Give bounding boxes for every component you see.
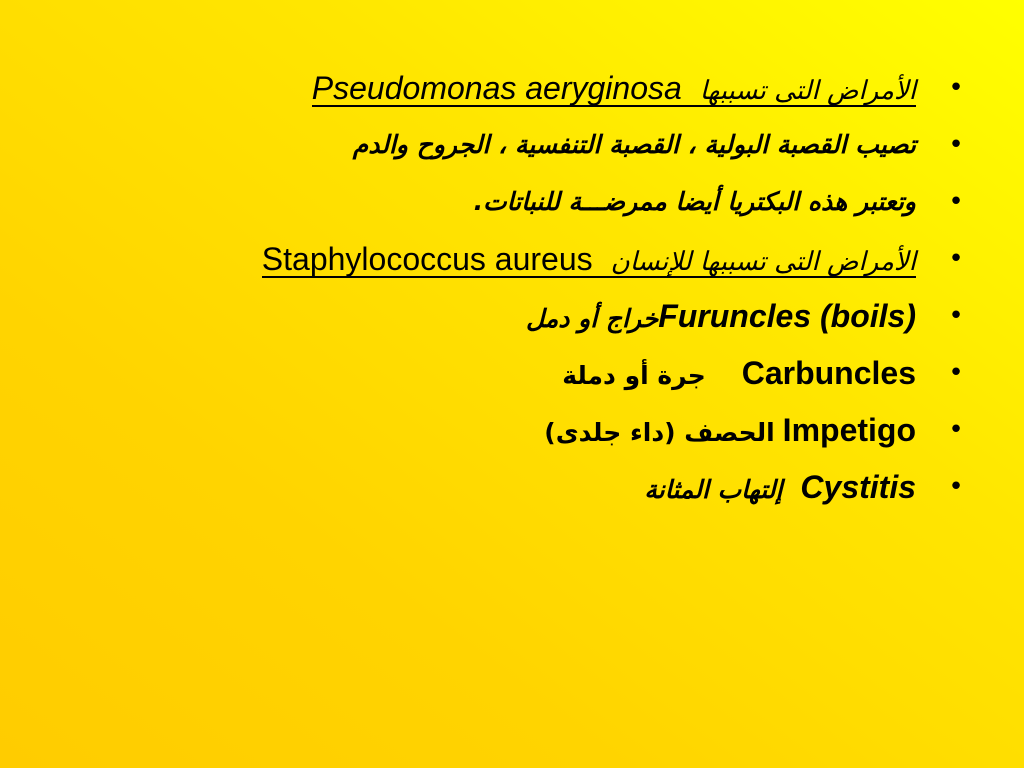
bullet-list	[66, 60, 966, 516]
bullet-icon: •	[948, 130, 964, 160]
bullet-item-pseudomonas-diseases	[66, 60, 966, 117]
arabic-text: الأمراض التى تسببها للإنسان	[610, 247, 916, 277]
bullet-icon: •	[948, 358, 964, 388]
bullet-icon: •	[948, 244, 964, 274]
bullet-item-impetigo	[66, 402, 966, 459]
arabic-text: تصيب القصبة البولية ، القصبة التنفسية ، الجروح والدم	[352, 130, 916, 159]
arabic-text: الحصف (داء جلدى)	[544, 418, 775, 447]
latin-organism-name: Staphylococcus aureus	[261, 241, 593, 277]
latin-disease-name: Cystitis	[800, 469, 916, 505]
latin-disease-name: Furuncles (boils)	[658, 298, 916, 334]
underlined-heading	[311, 70, 916, 107]
bullet-item-infection-sites	[66, 117, 966, 174]
bullet-item-carbuncles	[66, 345, 966, 402]
arabic-text: جرة أو دملة	[562, 361, 706, 390]
bullet-icon: •	[948, 73, 964, 103]
arabic-text: الأمراض التى تسببها	[699, 76, 916, 106]
latin-organism-name: Pseudomonas aeryginosa	[311, 70, 682, 106]
arabic-text: إلتهاب المثانة	[644, 475, 783, 504]
bullet-icon: •	[948, 415, 964, 445]
bullet-item-cystitis	[66, 459, 966, 516]
bullet-item-plant-pathogen	[66, 174, 966, 231]
bullet-item-staphylococcus-diseases	[66, 231, 966, 288]
bullet-icon: •	[948, 472, 964, 502]
latin-disease-name: Impetigo	[782, 412, 916, 448]
underlined-heading	[261, 241, 916, 278]
bullet-item-furuncles	[66, 288, 966, 345]
bullet-icon: •	[948, 301, 964, 331]
latin-disease-name: Carbuncles	[741, 355, 916, 391]
bullet-icon: •	[948, 187, 964, 217]
arabic-text: وتعتبر هذه البكتريا أيضا ممرضـــة للنباتات.	[473, 187, 916, 216]
arabic-text: خراج أو دمل	[525, 304, 659, 333]
